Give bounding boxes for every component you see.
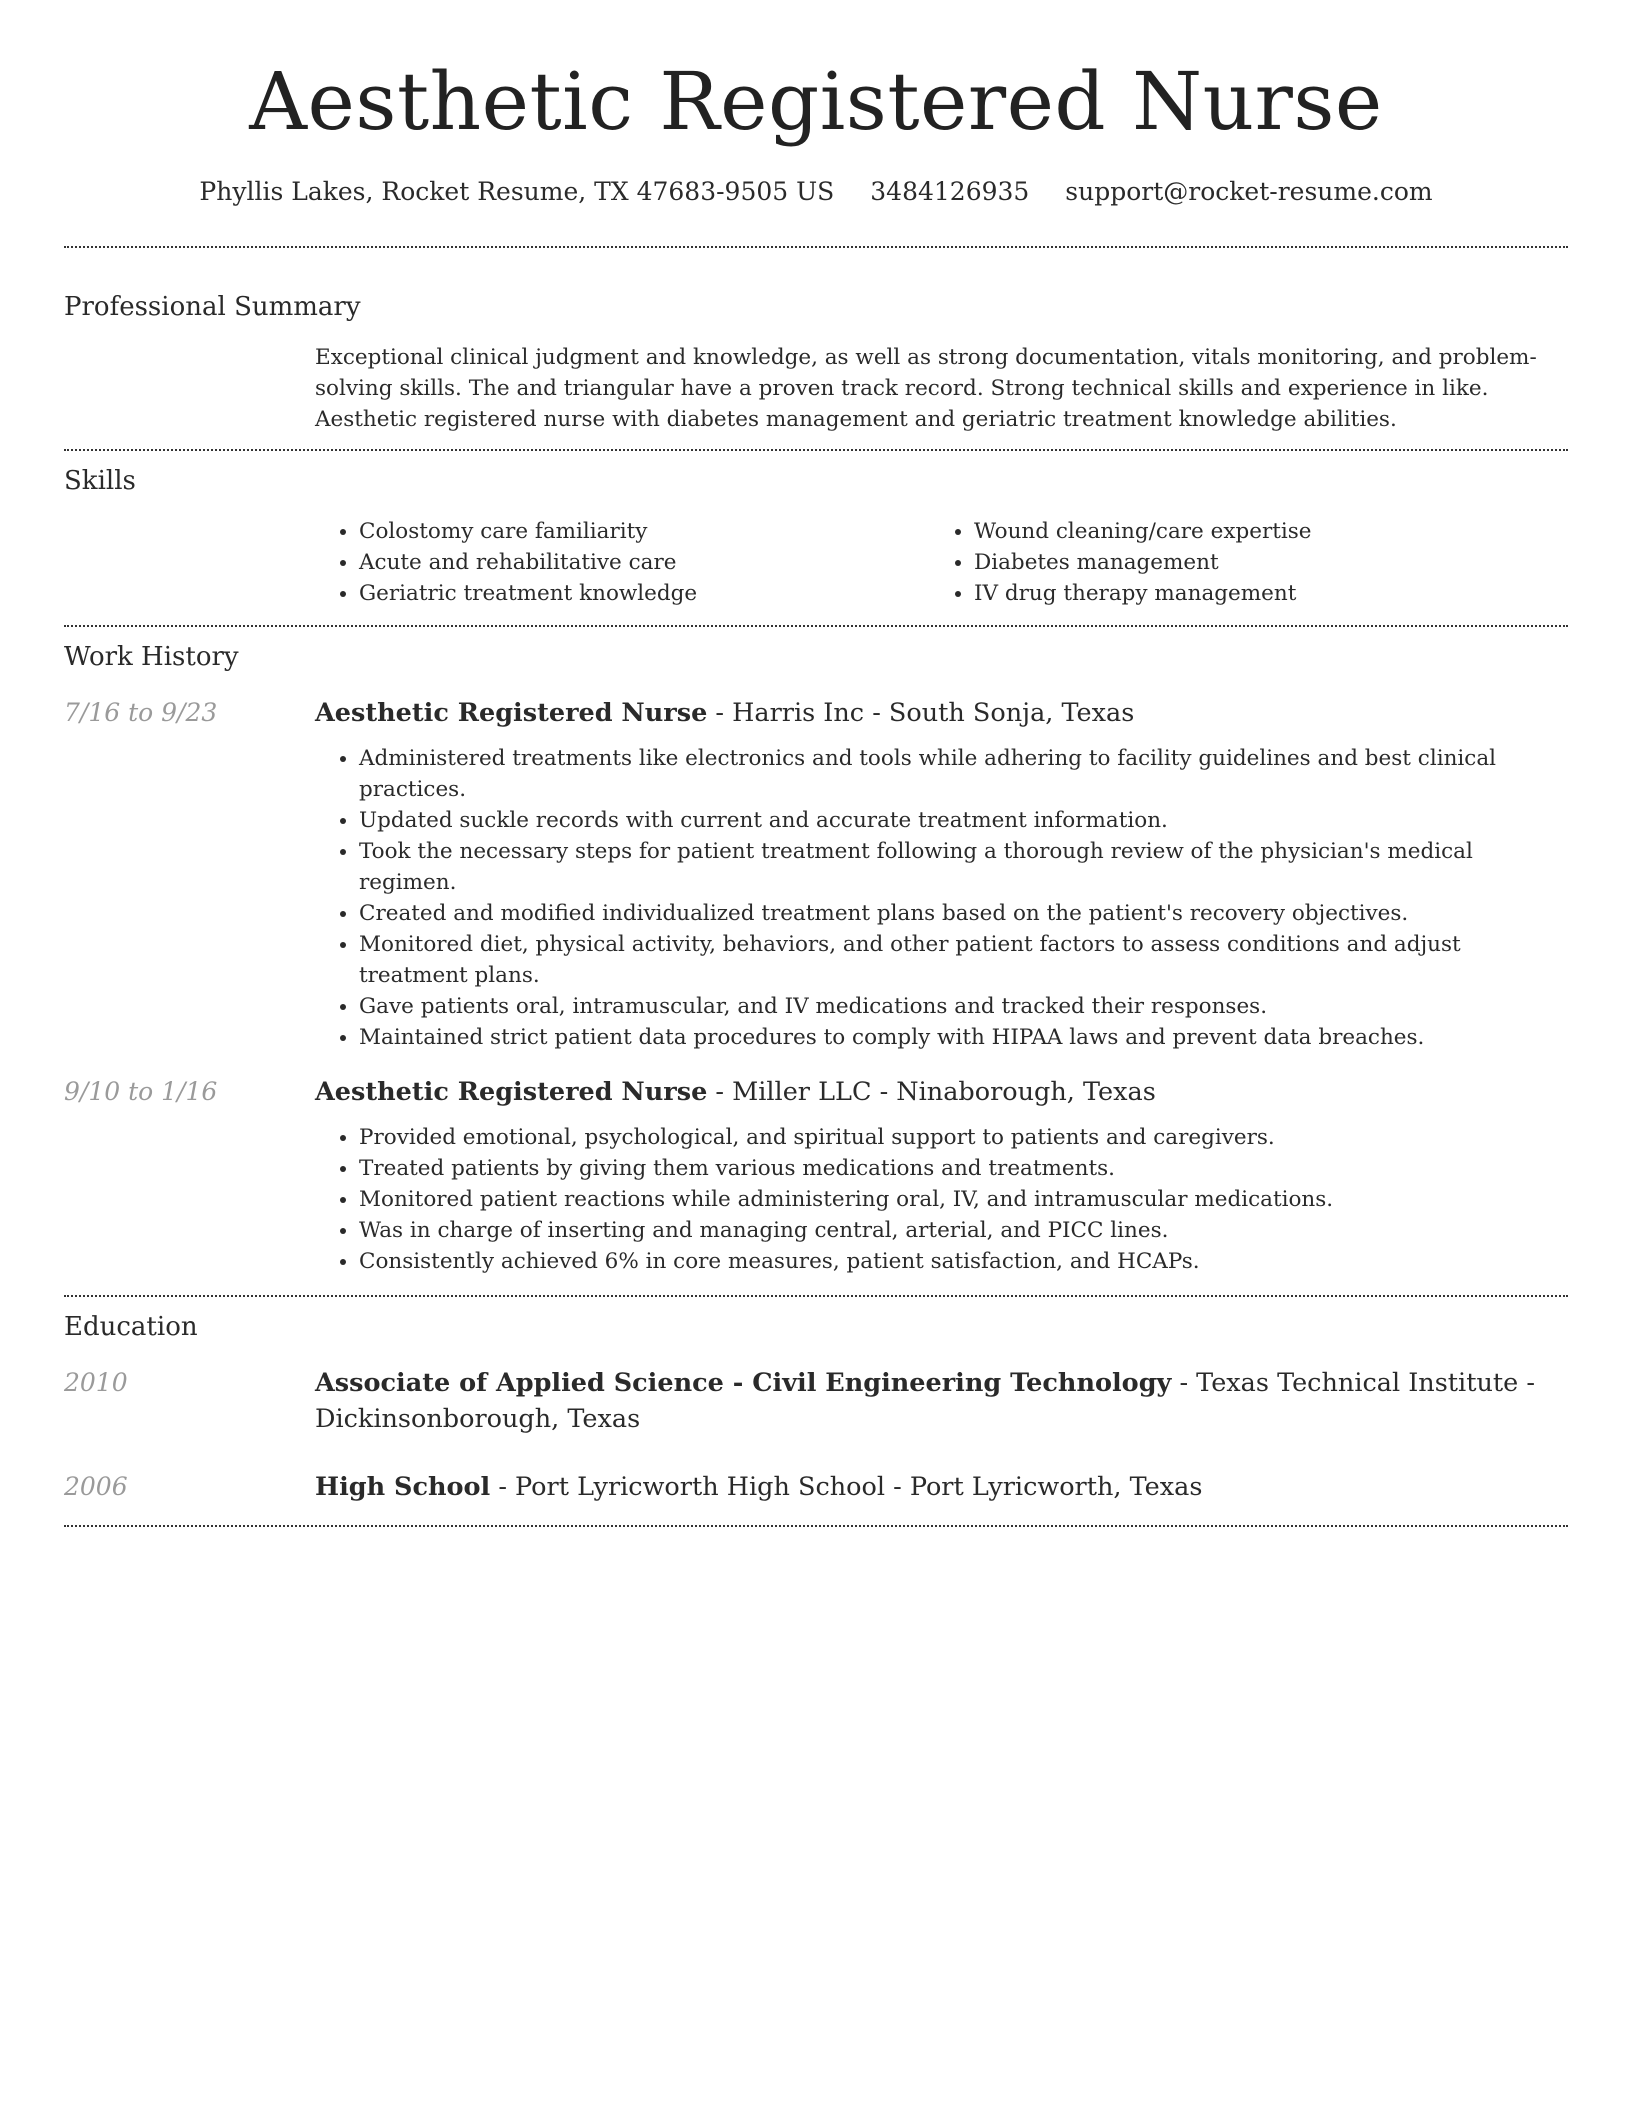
job-duty: • Monitored patient reactions while administering oral, IV, and intramuscular medications. [359,1184,1568,1215]
contact-address: Phyllis Lakes, Rocket Resume, TX 47683-9505 US [199,177,835,206]
job-entry [64,1074,1568,1277]
contact-email: support@rocket-resume.com [1065,177,1433,206]
job-title: Aesthetic Registered Nurse [315,1077,708,1107]
section-heading-work-history: Work History [64,642,239,672]
education-year: 2010 [64,1368,128,1397]
job-duty: • Gave patients oral, intramuscular, and IV medications and tracked their responses. [359,991,1568,1022]
skills-column-right [930,516,1545,609]
education-school-location: - Texas Technical Institute - Dickinsonborough, Texas [315,1368,1535,1434]
job-duty: • Was in charge of inserting and managing central, arterial, and PICC lines. [359,1215,1568,1246]
skill-item: • IV drug therapy management [974,578,1545,609]
job-duty: • Provided emotional, psychological, and spiritual support to patients and caregivers. [359,1122,1568,1153]
skills-column-left [315,516,930,609]
education-degree: Associate of Applied Science - Civil Engineering Technology [315,1368,1172,1398]
job-duties [315,1122,1568,1277]
education-entry [64,1469,1568,1505]
resume-page [64,0,1568,1527]
skill-item: • Acute and rehabilitative care [359,547,930,578]
job-heading [315,695,1568,731]
job-entry [64,695,1568,1053]
education-school-location: - Port Lyricworth High School - Port Lyricworth, Texas [490,1472,1203,1502]
section-heading-skills: Skills [64,466,136,496]
skills-section [64,451,1568,609]
education-year: 2006 [64,1472,128,1501]
summary-section [64,248,1568,435]
divider [64,1525,1568,1527]
job-dates: 9/10 to 1/16 [64,1077,218,1106]
education-heading [315,1469,1568,1505]
work-history-section [64,627,1568,1277]
skill-item: • Colostomy care familiarity [359,516,930,547]
job-heading [315,1074,1568,1110]
job-duty: • Treated patients by giving them various medications and treatments. [359,1153,1568,1184]
contact-line [64,174,1568,210]
job-duty: • Monitored diet, physical activity, behaviors, and other patient factors to assess conditions and adjust treatment plans. [359,929,1568,991]
summary-text: Exceptional clinical judgment and knowledge, as well as strong documentation, vitals monitoring, and problem-solving skills. The and triangular have a proven track record. Strong technical skills and experience in like. Aesthetic registered nurse with diabetes management and geriatric treatment knowledge abilities. [315,345,1537,432]
job-duty: • Updated suckle records with current and accurate treatment information. [359,805,1568,836]
job-company-location: - Miller LLC - Ninaborough, Texas [707,1077,1156,1107]
job-duty: • Maintained strict patient data procedures to comply with HIPAA laws and prevent data breaches. [359,1022,1568,1053]
education-section [64,1297,1568,1505]
skill-item: • Diabetes management [974,547,1545,578]
section-heading-summary: Professional Summary [64,292,361,322]
job-dates: 7/16 to 9/23 [64,698,218,727]
job-duty: • Administered treatments like electronics and tools while adhering to facility guidelines and best clinical practices. [359,743,1568,805]
job-duty: • Created and modified individualized treatment plans based on the patient's recovery objectives. [359,898,1568,929]
section-heading-education: Education [64,1312,198,1342]
job-body [315,1074,1568,1277]
education-degree: High School [315,1472,491,1502]
job-company-location: - Harris Inc - South Sonja, Texas [707,698,1135,728]
education-heading [315,1365,1568,1437]
resume-title: Aesthetic Registered Nurse [249,55,1383,148]
job-body [315,695,1568,1053]
job-duties [315,743,1568,1053]
contact-phone: 3484126935 [870,177,1030,206]
job-title: Aesthetic Registered Nurse [315,698,708,728]
job-duty: • Consistently achieved 6% in core measures, patient satisfaction, and HCAPs. [359,1246,1568,1277]
skills-list [315,516,1568,609]
skill-item: • Wound cleaning/care expertise [974,516,1545,547]
skill-item: • Geriatric treatment knowledge [359,578,930,609]
education-entry [64,1365,1568,1437]
job-duty: • Took the necessary steps for patient treatment following a thorough review of the physician's medical regimen. [359,836,1568,898]
